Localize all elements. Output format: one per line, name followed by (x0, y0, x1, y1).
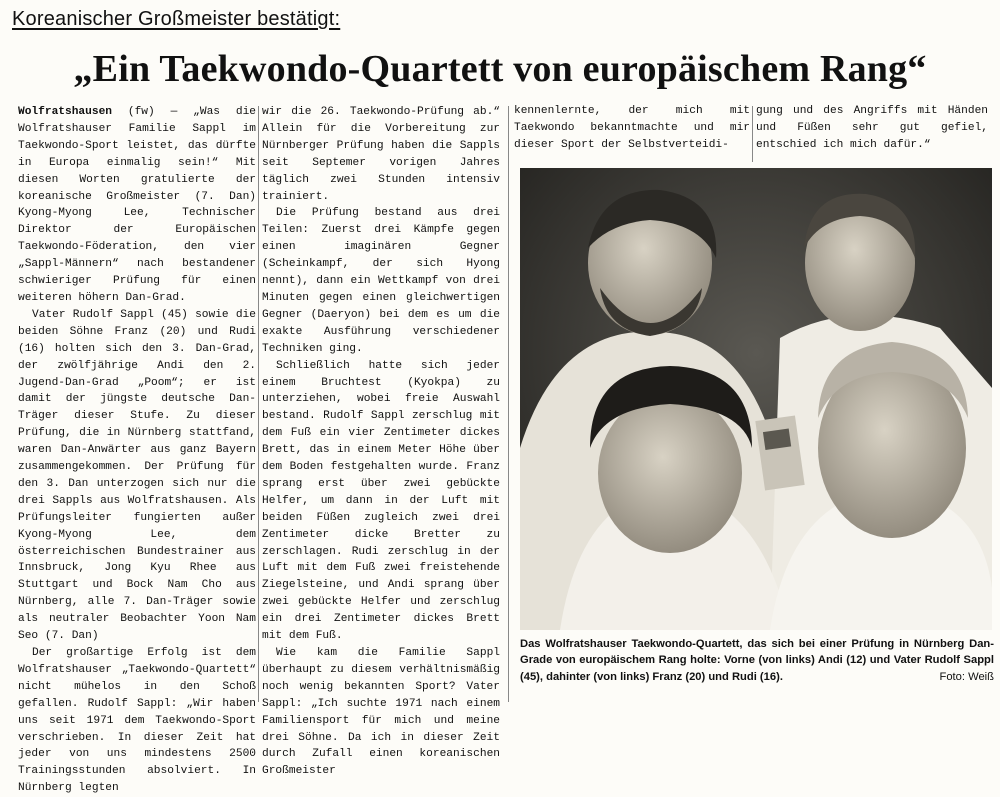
paragraph: Schließlich hatte sich jeder einem Bruchtest (Kyokpa) zu unterziehen, wobei freie Auswahl bestand. Rudolf Sappl zerschlug mit dem Fuß ein vier Zentimeter dickes Brett, das in einem Meter Höhe über dem Boden festgehalten wurde. Franz sprang erst über zwei gebückte Helfer, um dann in der Luft mit beiden Füßen zugleich zwei drei Zentimeter dicke Bretter zu zerschlagen. Rudi zerschlug in der Luft mit dem Fuß zwei freistehende Ziegelsteine, und Andi sprang über zwei gebückte Helfer und zerschlug ein drei Zentimeter dickes Brett mit dem Fuß. (262, 359, 500, 643)
paragraph: Vater Rudolf Sappl (45) sowie die beiden Söhne Franz (20) und Rudi (16) holten sich den 3. Dan-Grad, der zwölfjährige Andi den 2. Jugend-Dan-Grad „Poom“; er ist damit der jüngste deutsche Dan-Träger dieser Stufe. Zu dieser Prüfung, die in Nürnberg stattfand, waren Dan-Anwärter aus ganz Bayern zusammengekommen. Der Prüfung für den 3. Dan unterzogen sich nur die drei Sappls aus Wolfratshausen. Als Prüfungsleiter fungierten außer Kyong-Myong Lee, dem österreichischen Bundestrainer aus Innsbruck, Jong Kyu Rhee aus Stuttgart und Bock Nam Cho aus Nürnberg, alle 7. Dan-Träger sowie als neutraler Beobachter Yoon Nam Seo (7. Dan) (18, 308, 256, 643)
photo-illustration (520, 168, 992, 630)
column-1 (18, 104, 256, 797)
column-rule (258, 106, 259, 702)
column-3 (514, 103, 750, 154)
kicker: Koreanischer Großmeister bestätigt: (12, 8, 341, 30)
paragraph: Wie kam die Familie Sappl überhaupt zu diesem verhältnismäßig noch wenig bekannten Sport? Vater Sappl: „Ich suchte 1971 nach einem Familiensport für mich und meine drei Söhne. Da ich in dieser Zeit durch Zufall einen koreanischen Großmeister (262, 647, 500, 778)
caption-text: Das Wolfratshauser Taekwondo-Quartett, das sich bei einer Prüfung in Nürnberg Dan-Grade von europäischem Rang holte: Vorne (von links) Andi (12) und Vater Rudolf Sappl (45), dahinter (von links) Franz (20) und Rudi (16). (520, 638, 994, 683)
paragraph: wir die 26. Taekwondo-Prüfung ab.“ Allein für die Vorbereitung zur Nürnberger Prüfung haben die Sappls seit Septemer vorigen Jahres täglich zwei Stunden intensiv trainiert. (262, 106, 500, 203)
paragraph: Die Prüfung bestand aus drei Teilen: Zuerst drei Kämpfe gegen einen imaginären Gegner (Scheinkampf, der sich Hyong nennt), dann ein Wettkampf von drei Minuten gegen einen gleichwertigen Gegner (Daeryon) bei dem es um die exakte Ausführung verschiedener Techniken ging. (262, 207, 500, 355)
group-photo (520, 168, 992, 630)
column-2 (262, 104, 500, 780)
paragraph (18, 104, 256, 307)
column-4 (756, 103, 988, 154)
column-rule (752, 106, 753, 162)
paragraph: kennenlernte, der mich mit Taekwondo bekanntmachte und mir dieser Sport der Selbstverteidi- (514, 105, 750, 151)
photo-credit: Foto: Weiß (939, 670, 994, 683)
dateline: Wolfratshausen (18, 106, 112, 118)
paragraph: Der großartige Erfolg ist dem Wolfratshauser „Taekwondo-Quartett“ nicht mühelos in den Schoß gefallen. Rudolf Sappl: „Wir haben uns seit 1971 dem Taekwondo-Sport verschrieben. In dieser Zeit hat jeder von uns mindestens 2500 Trainingsstunden absolviert. In Nürnberg legten (18, 647, 256, 795)
photo-caption (520, 636, 994, 685)
byline: (fw) — (112, 106, 194, 118)
headline: „Ein Taekwondo-Quartett von europäischem Rang“ (73, 48, 927, 90)
paragraph-text: „Was die Wolfratshauser Familie Sappl im Taekwondo-Sport leistet, das dürfte in Europa einmalig sein!“ Mit diesen Worten gratulierte der koreanische Großmeister (7. Dan) Kyong-Myong Lee, Technischer Direktor der Europäischen Taekwondo-Föderation, den vier „Sappl-Männern“ nach bestandener schwieriger Prüfung für einen weiteren höhern Dan-Grad. (18, 106, 256, 304)
paragraph: gung und des Angriffs mit Händen und Füßen sehr gut gefiel, entschied ich mich dafür.“ (756, 105, 988, 151)
column-rule (508, 106, 509, 702)
